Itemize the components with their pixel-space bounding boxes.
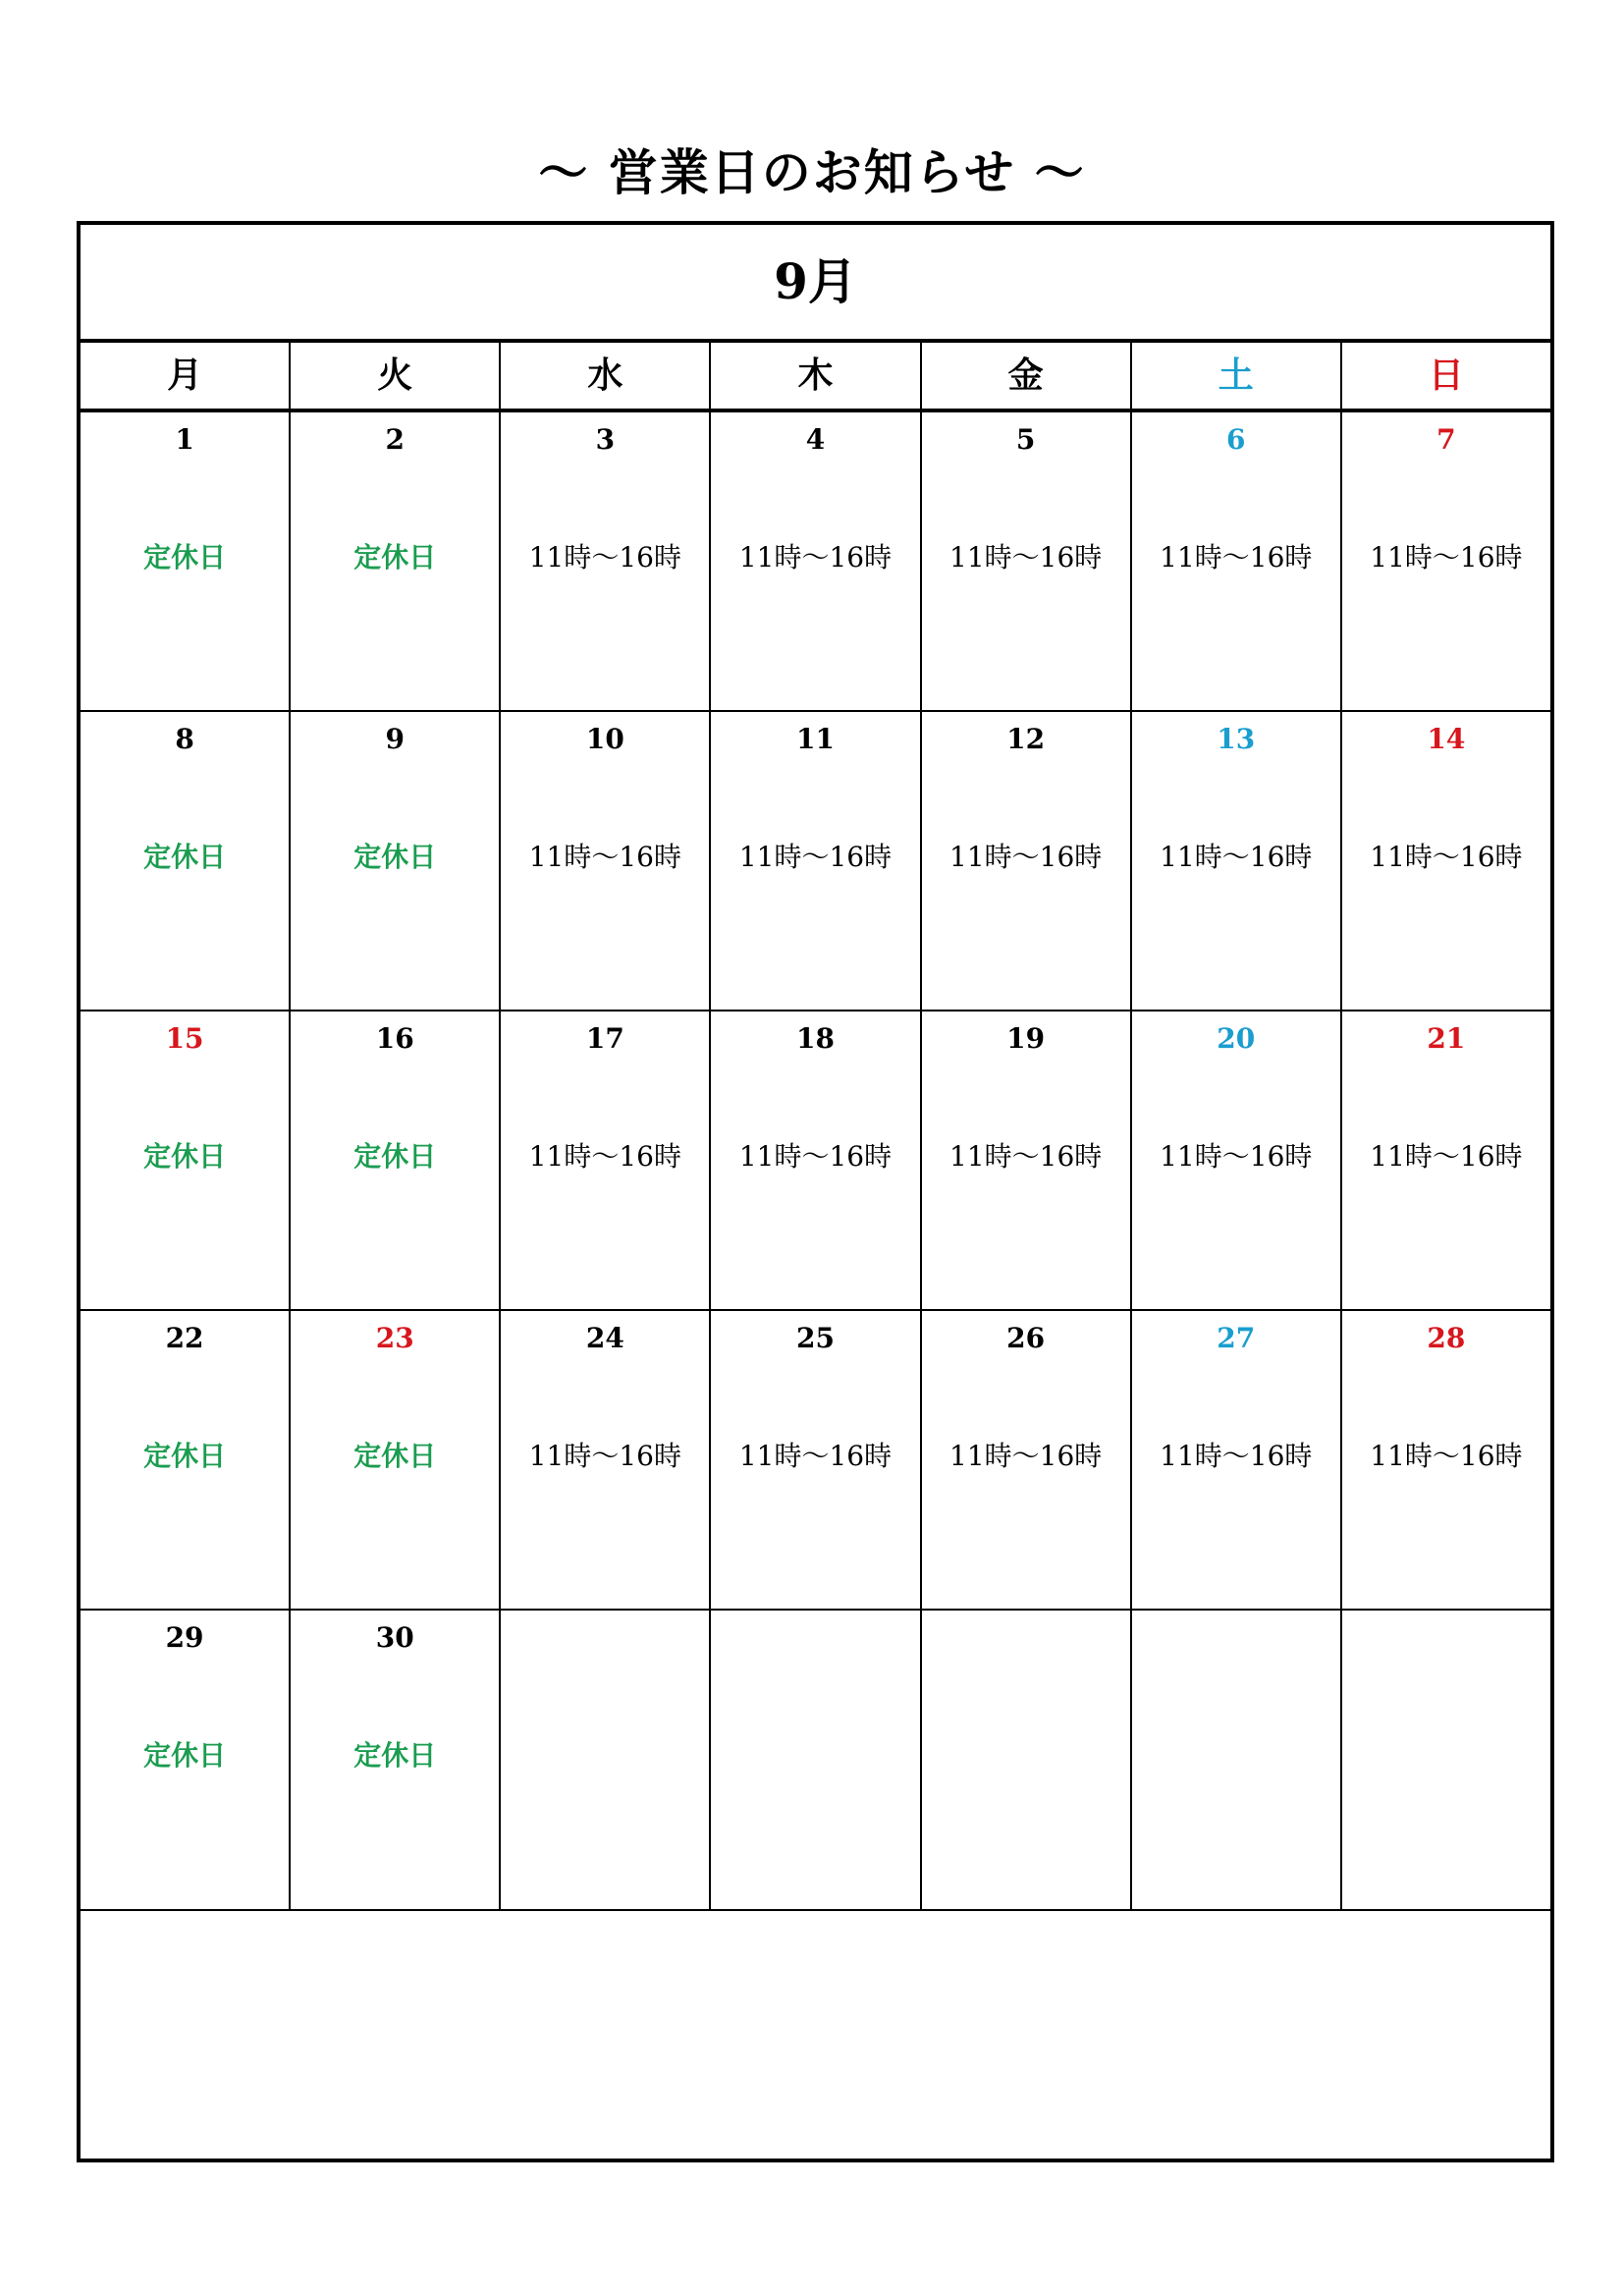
day-cell [711, 712, 921, 1010]
day-number: 28 [1427, 1322, 1466, 1354]
day-cell [1132, 1611, 1342, 1909]
week-row [81, 712, 1550, 1011]
day-cell [501, 1611, 711, 1909]
closed-day-label: 定休日 [353, 1440, 437, 1472]
week-row [81, 1311, 1550, 1611]
day-number: 17 [585, 1022, 624, 1055]
day-cell [922, 712, 1132, 1010]
day-number: 1 [175, 423, 194, 456]
day-number: 9 [385, 723, 405, 755]
day-cell [1342, 1611, 1550, 1909]
closed-day-label: 定休日 [143, 1440, 227, 1472]
closed-day-label: 定休日 [143, 1140, 227, 1173]
week-row [81, 412, 1550, 712]
day-cell [711, 1311, 921, 1609]
day-cell [1342, 1311, 1550, 1609]
day-cell [501, 712, 711, 1010]
business-hours-label: 11時～16時 [1160, 841, 1313, 873]
day-cell [291, 712, 501, 1010]
day-number: 30 [375, 1621, 414, 1654]
day-cell [501, 1311, 711, 1609]
day-cell [81, 412, 291, 710]
day-cell [1132, 412, 1342, 710]
calendar-weeks [81, 412, 1550, 1911]
business-hours-label: 11時～16時 [1370, 1140, 1523, 1173]
day-cell [81, 1311, 291, 1609]
day-cell [81, 1011, 291, 1309]
business-hours-label: 11時～16時 [528, 1440, 681, 1472]
day-cell [1132, 1311, 1342, 1609]
business-hours-label: 11時～16時 [949, 1440, 1103, 1472]
day-number: 26 [1006, 1322, 1046, 1354]
day-cell [922, 1611, 1132, 1909]
weekday-label: 土 [1132, 343, 1342, 409]
closed-day-label: 定休日 [353, 541, 437, 574]
day-number: 4 [805, 423, 826, 456]
day-number: 10 [585, 723, 624, 755]
weekday-label: 水 [501, 343, 711, 409]
day-number: 25 [796, 1322, 835, 1354]
business-hours-label: 11時～16時 [1160, 541, 1313, 574]
day-cell [81, 1611, 291, 1909]
week-row [81, 1011, 1550, 1311]
business-hours-label: 11時～16時 [1160, 1440, 1313, 1472]
weekday-header-row [81, 343, 1550, 412]
weekday-label: 金 [922, 343, 1132, 409]
day-cell [711, 412, 921, 710]
day-cell [291, 1311, 501, 1609]
day-cell [501, 1011, 711, 1309]
weekday-label: 日 [1428, 355, 1464, 396]
day-cell [711, 1611, 921, 1909]
day-number: 21 [1427, 1022, 1466, 1055]
business-hours-label: 11時～16時 [1370, 841, 1523, 873]
day-number: 16 [375, 1022, 414, 1055]
day-number: 6 [1226, 423, 1246, 456]
business-hours-label: 11時～16時 [949, 841, 1103, 873]
business-hours-label: 11時～16時 [1370, 1440, 1523, 1472]
closed-day-label: 定休日 [353, 1140, 437, 1173]
day-cell [1342, 1011, 1550, 1309]
business-hours-label: 11時～16時 [1160, 1140, 1313, 1173]
day-cell [501, 412, 711, 710]
day-number: 11 [796, 723, 835, 755]
day-cell [291, 1011, 501, 1309]
day-cell [1132, 1011, 1342, 1309]
day-number: 22 [165, 1322, 204, 1354]
day-cell [1132, 712, 1342, 1010]
day-number: 5 [1015, 423, 1036, 456]
week-row [81, 1611, 1550, 1911]
business-hours-label: 11時～16時 [528, 1140, 681, 1173]
page-title: ～ 営業日のお知らせ ～ [538, 143, 1086, 201]
day-number: 27 [1217, 1322, 1256, 1354]
day-number: 19 [1006, 1022, 1046, 1055]
day-number: 15 [165, 1022, 204, 1055]
business-hours-label: 11時～16時 [528, 841, 681, 873]
day-cell [1342, 412, 1550, 710]
day-number: 3 [595, 423, 616, 456]
day-cell [922, 1011, 1132, 1309]
weekday-label: 月 [81, 343, 291, 409]
closed-day-label: 定休日 [143, 1739, 227, 1772]
day-number: 24 [585, 1322, 624, 1354]
day-number: 18 [796, 1022, 835, 1055]
day-number: 8 [175, 723, 194, 755]
day-cell [291, 412, 501, 710]
day-cell [1342, 712, 1550, 1010]
day-number: 23 [375, 1322, 414, 1354]
day-number: 29 [165, 1621, 204, 1654]
day-number: 12 [1006, 723, 1046, 755]
business-hours-label: 11時～16時 [738, 1140, 893, 1173]
closed-day-label: 定休日 [143, 541, 227, 574]
day-number: 7 [1436, 423, 1456, 456]
calendar [77, 221, 1554, 2162]
day-cell [922, 1311, 1132, 1609]
business-hours-label: 11時～16時 [949, 541, 1103, 574]
business-hours-label: 11時～16時 [738, 541, 893, 574]
day-cell [922, 412, 1132, 710]
day-number: 2 [385, 423, 405, 456]
day-cell [711, 1011, 921, 1309]
day-number: 20 [1217, 1022, 1256, 1055]
business-hours-label: 11時～16時 [949, 1140, 1103, 1173]
month-header: 9月 [81, 225, 1550, 343]
business-hours-label: 11時～16時 [738, 841, 893, 873]
closed-day-label: 定休日 [353, 1739, 437, 1772]
day-cell [81, 712, 291, 1010]
day-number: 14 [1427, 723, 1466, 755]
day-cell [291, 1611, 501, 1909]
weekday-label: 木 [711, 343, 921, 409]
notes-area [81, 1911, 1550, 2159]
day-number: 13 [1217, 723, 1256, 755]
business-hours-label: 11時～16時 [738, 1440, 893, 1472]
closed-day-label: 定休日 [353, 841, 437, 873]
business-hours-label: 11時～16時 [528, 541, 681, 574]
closed-day-label: 定休日 [143, 841, 227, 873]
weekday-label: 火 [291, 343, 501, 409]
business-hours-label: 11時～16時 [1370, 541, 1523, 574]
